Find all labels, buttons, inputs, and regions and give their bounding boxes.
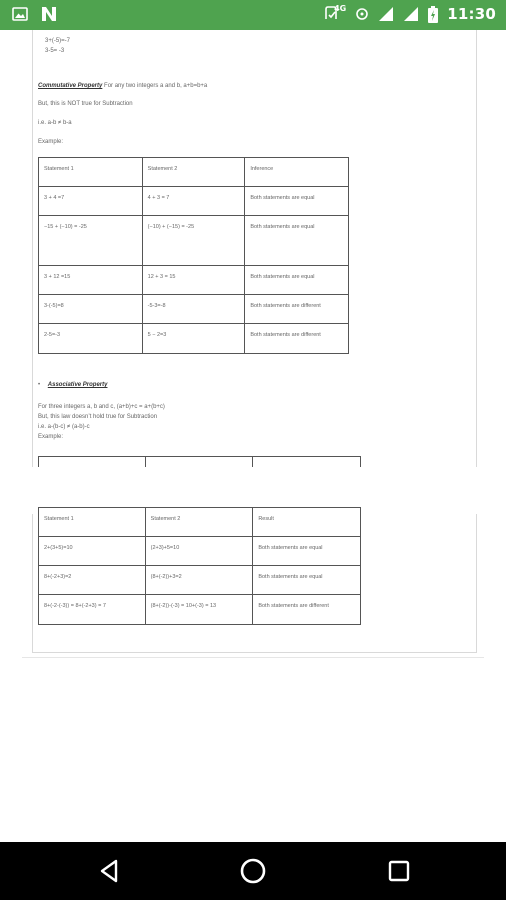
- table-row: [39, 595, 361, 625]
- table-cell: −15 + (−10) = -25: [39, 216, 143, 266]
- table-header-row: [39, 508, 361, 537]
- back-icon[interactable]: [95, 856, 125, 886]
- table-cell: 3-(-5)=8: [39, 295, 143, 324]
- table-cell: 3 + 4 =7: [39, 187, 143, 216]
- table-cell: (8+(-2))+3=2: [145, 566, 253, 595]
- table-header-cell: Statement 1: [39, 508, 146, 537]
- table-header-row: [39, 158, 349, 187]
- table-header-cell: Result: [253, 508, 361, 537]
- divider: [22, 657, 484, 658]
- table-cell: (8+(-2))-(-3) = 10+(-3) = 13: [145, 595, 253, 625]
- table-row: [39, 537, 361, 566]
- table-header-cell: Statement 1: [39, 158, 143, 187]
- table-cell: 5 − 2=3: [142, 324, 245, 354]
- associative-heading: Associative Property: [47, 382, 108, 388]
- table-cell: 12 + 3 = 15: [142, 266, 245, 295]
- table-row: [39, 216, 349, 266]
- table-header-cell: Statement 2: [145, 508, 253, 537]
- equation-line: 3+(-5)=-7: [45, 38, 71, 44]
- network-type: 4G: [334, 3, 347, 13]
- home-icon[interactable]: [238, 856, 268, 886]
- table-cell: -5-3=-8: [142, 295, 245, 324]
- commutative-line: But, this is NOT true for Subtraction: [38, 101, 133, 107]
- associative-line: i.e. a-(b-c) ≠ (a-b)-c: [38, 424, 90, 430]
- table-cell: (2+3)+5=10: [145, 537, 253, 566]
- table-cell: Both statements are equal: [253, 537, 361, 566]
- commutative-line: i.e. a-b ≠ b-a: [38, 120, 72, 126]
- table-cell: 8+(-2-(-3)) = 8+(-2+3) = 7: [39, 595, 146, 625]
- navigation-bar: [0, 842, 506, 900]
- recents-icon[interactable]: [384, 856, 414, 886]
- commutative-heading: Commutative Property: [38, 83, 103, 89]
- table-row: [39, 266, 349, 295]
- commutative-table: [38, 157, 349, 354]
- table-cell: (−10) + (−15) = -25: [142, 216, 245, 266]
- table-cell: Both statements are different: [245, 295, 349, 324]
- table-cell: Both statements are equal: [245, 187, 349, 216]
- associative-line: But, this law doesn’t hold true for Subtraction: [38, 414, 158, 420]
- table-cell: Both statements are equal: [253, 566, 361, 595]
- table-row: [39, 187, 349, 216]
- table-cell: Both statements are different: [253, 595, 361, 625]
- table-cell: Both statements are different: [245, 324, 349, 354]
- table-row: [39, 324, 349, 354]
- table-cell: 2+(3+5)=10: [39, 537, 146, 566]
- table-cell: Both statements are equal: [245, 266, 349, 295]
- commutative-example-label: Example:: [38, 139, 64, 145]
- table-cell: 2-5=-3: [39, 324, 143, 354]
- table-cell: 3 + 12 =15: [39, 266, 143, 295]
- clock: 11:30: [447, 5, 496, 23]
- table-cell: Both statements are equal: [245, 216, 349, 266]
- associative-table: [38, 507, 361, 625]
- table-row: [39, 566, 361, 595]
- associative-line: For three integers a, b and c, (a+b)+c = a+(b+c): [38, 404, 165, 410]
- associative-heading-line: [38, 382, 107, 388]
- commutative-intro: For any two integers a and b, a+b=b+a: [104, 83, 208, 89]
- table-cell: 8+(-2+3)=2: [39, 566, 146, 595]
- associative-example-label: Example:: [38, 434, 64, 440]
- table-header-cell: Statement 2: [142, 158, 245, 187]
- equation-line: 3-5= -3: [45, 48, 65, 54]
- table-header-cell: Inference: [245, 158, 349, 187]
- table-row: [39, 295, 349, 324]
- bullet: •: [38, 382, 41, 388]
- table-cell: 4 + 3 = 7: [142, 187, 245, 216]
- commutative-paragraph: [38, 83, 207, 89]
